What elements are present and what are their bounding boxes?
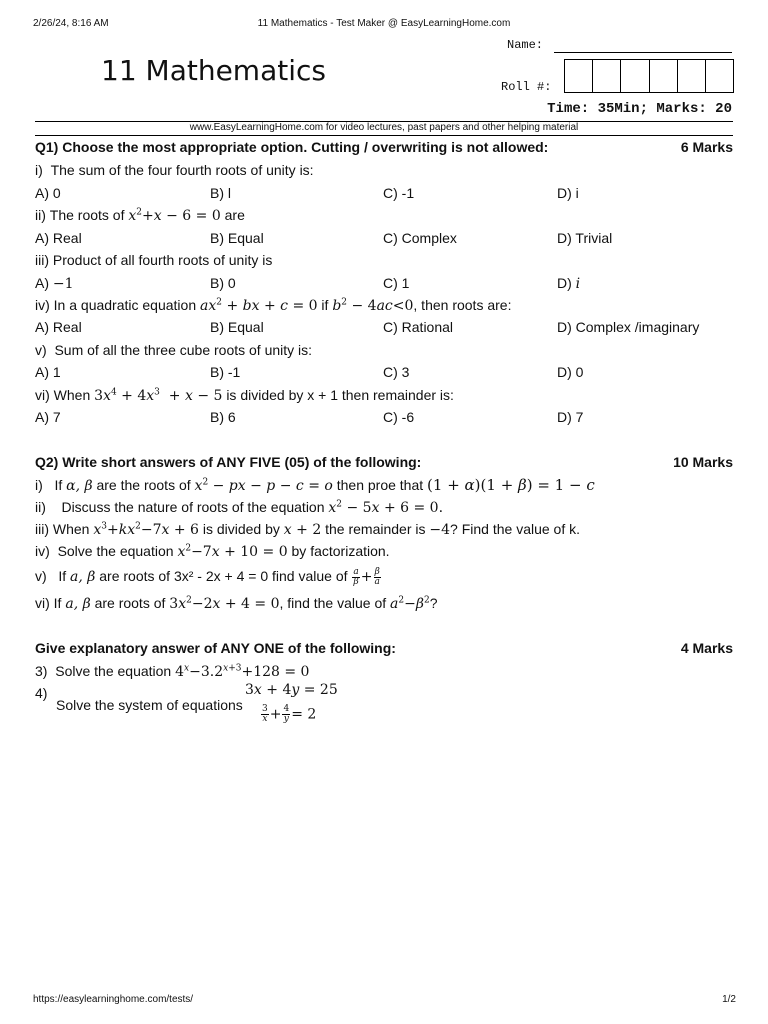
option-b[interactable]: B) 6	[210, 409, 236, 425]
equation-2: $\frac{3}{x}$ + $\frac{4}{y}$ = 2	[262, 704, 317, 724]
q1-marks: 6 Marks	[680, 139, 733, 155]
roll-digit-box[interactable]	[678, 60, 706, 92]
q1-item-3: iii) Product of all fourth roots of unity is	[35, 252, 273, 268]
roll-digit-box[interactable]	[593, 60, 621, 92]
q3-item-3: 3) Solve the equation $4^x-3.2^{x+3}+128 = 0$	[35, 663, 310, 680]
option-b[interactable]: B) -1	[210, 364, 241, 380]
divider	[35, 135, 733, 136]
q3-marks: 4 Marks	[680, 640, 733, 656]
fraction: $\frac{3}{x}$	[262, 704, 268, 724]
option-b[interactable]: B) l	[210, 185, 231, 201]
q1-item-1: i) The sum of the four fourth roots of unity is:	[35, 162, 314, 178]
roll-digit-box[interactable]	[565, 60, 593, 92]
q2-item-4: iv) Solve the equation $x^2-7x + 10 = 0$ by factorization.	[35, 543, 390, 560]
q1-heading: Q1) Choose the most appropriate option. Cutting / overwriting is not allowed: 6 Marks	[35, 139, 733, 155]
math-expression: $x^2+x - 6 = 0$	[128, 207, 221, 224]
fraction: $\frac{a}{\beta}$	[353, 566, 359, 587]
option-a[interactable]: A) 7	[35, 409, 61, 425]
roll-digit-box[interactable]	[621, 60, 649, 92]
q3-item-4-number: 4)	[35, 685, 48, 701]
q1-options-3	[35, 273, 735, 293]
option-c[interactable]: C) 1	[383, 275, 410, 291]
option-b[interactable]: B) 0	[210, 275, 236, 291]
option-a[interactable]: A) 1	[35, 364, 61, 380]
option-d[interactable]: D) 0	[557, 364, 584, 380]
option-c[interactable]: C) -1	[383, 185, 415, 201]
option-b[interactable]: B) Equal	[210, 319, 264, 335]
math-expression: $ax^2$ + bx + c = 0	[200, 297, 318, 314]
fraction: $\frac{\beta}{a}$	[374, 566, 380, 587]
math-expression: $b^2 - 4ac<0$	[332, 297, 414, 314]
option-d[interactable]: D) i	[557, 185, 579, 201]
q1-item-4: iv) In a quadratic equation $ax^2$ + bx + c = 0 if $b^2 - 4ac<0$, then roots are:	[35, 297, 512, 314]
q2-item-6: vi) If a, β are roots of $3x^2-2x + 4 = 0$, find the value of $a^2-\beta^2$?	[35, 595, 438, 612]
option-c[interactable]: C) -6	[383, 409, 415, 425]
print-page-number: 1/2	[722, 994, 736, 1005]
option-d[interactable]: D) i	[557, 275, 581, 292]
print-footer-url[interactable]: https://easylearninghome.com/tests/	[33, 994, 194, 1005]
option-a[interactable]: A) Real	[35, 230, 82, 246]
q1-options-5	[35, 362, 735, 382]
q1-item-2: ii) The roots of $x^2+x - 6 = 0$ are	[35, 207, 245, 224]
q1-options-2	[35, 228, 735, 248]
q1-item-5: v) Sum of all the three cube roots of unity is:	[35, 342, 313, 358]
name-line[interactable]	[554, 52, 732, 53]
equation-1: 3x + 4y = 25	[245, 682, 338, 698]
q2-item-3: iii) When $x^3+kx^2-7x + 6$ is divided by x + 2 the remainder is −4? Find the value of k.	[35, 521, 581, 538]
option-a[interactable]: A) 0	[35, 185, 61, 201]
website-banner: www.EasyLearningHome.com for video lectures, past papers and other helping material	[189, 122, 579, 133]
q1-options-6	[35, 407, 735, 427]
q3-heading: Give explanatory answer of ANY ONE of the following: 4 Marks	[35, 640, 733, 656]
math-expression: $3x^4 + 4x^3 + x - 5$	[94, 387, 223, 404]
option-c[interactable]: C) Rational	[383, 319, 454, 335]
q1-options-4	[35, 317, 735, 337]
option-a[interactable]: A) Real	[35, 319, 82, 335]
roll-number-boxes[interactable]	[564, 59, 734, 93]
q2-item-2: ii) Discuss the nature of roots of the equation $x^2 - 5x + 6 = 0$.	[35, 499, 444, 516]
q3-item-4-text: Solve the system of equations	[56, 697, 243, 713]
option-d[interactable]: D) 7	[557, 409, 584, 425]
paper-title: 11 Mathematics	[101, 54, 326, 87]
roll-digit-box[interactable]	[706, 60, 733, 92]
option-c[interactable]: C) 3	[383, 364, 410, 380]
option-d[interactable]: D) Complex /imaginary	[557, 319, 700, 335]
option-d[interactable]: D) Trivial	[557, 230, 613, 246]
fraction: $\frac{4}{y}$	[283, 704, 290, 724]
q2-heading: Q2) Write short answers of ANY FIVE (05) of the following: 10 Marks	[35, 454, 733, 470]
q1-item-6: vi) When $3x^4 + 4x^3 + x - 5$ is divided by x + 1 then remainder is:	[35, 387, 454, 404]
q2-marks: 10 Marks	[673, 454, 733, 470]
option-b[interactable]: B) Equal	[210, 230, 264, 246]
q2-item-5: v) If a, β are roots of 3x² - 2x + 4 = 0 find value of $\frac{a}{\beta}$ + $\frac{\beta}{a}$	[35, 566, 380, 587]
q2-item-1: i) If α, β are the roots of $x^2$ − px − p − c = o then proe that (1 + α)(1 + β) = 1 − c	[35, 476, 595, 494]
q1-options-1	[35, 183, 735, 203]
option-a[interactable]: A) −1	[35, 275, 74, 292]
option-c[interactable]: C) Complex	[383, 230, 457, 246]
name-label: Name:	[507, 38, 544, 52]
print-page-title: 11 Mathematics - Test Maker @ EasyLearningHome.com	[257, 18, 511, 29]
print-datetime: 2/26/24, 8:16 AM	[33, 18, 109, 29]
roll-digit-box[interactable]	[650, 60, 678, 92]
roll-label: Roll #:	[501, 80, 552, 94]
time-marks: Time: 35Min; Marks: 20	[547, 101, 732, 117]
